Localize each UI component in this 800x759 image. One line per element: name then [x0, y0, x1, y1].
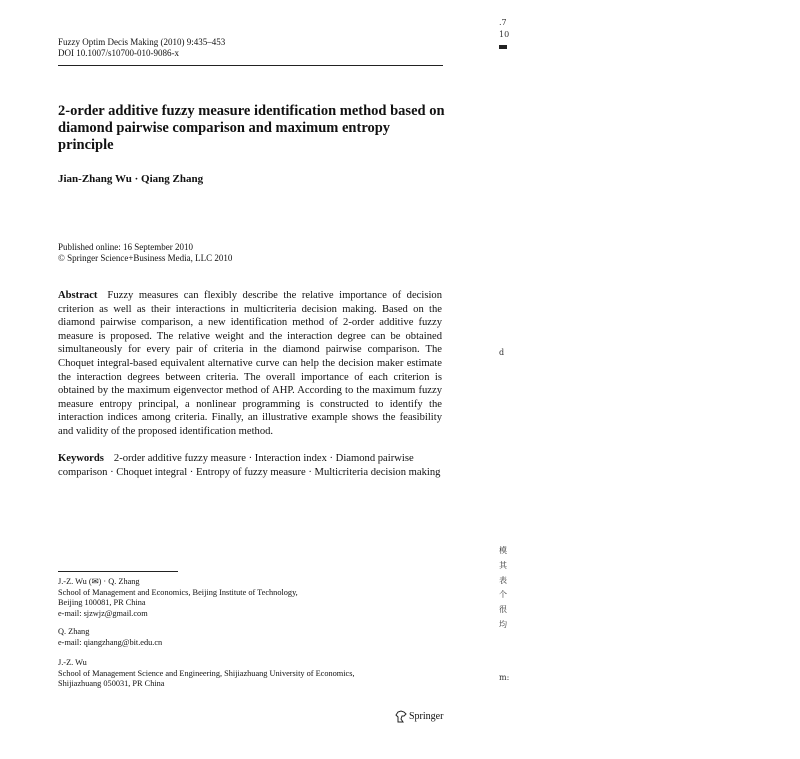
affiliation-email: e-mail: qiangzhang@bit.edu.cn: [58, 637, 163, 647]
abstract-text: Fuzzy measures can flexibly describe the relative importance of decision criterion as well as their interactions in multicriteria decision making. Based on the diamond pairwise comparison, a new identification method of 2-order additive fuzzy measure is proposed. The relative weight and the interaction degree can be obtained simultaneously for every pair of criteria in the diamond pairwise comparison. The Choquet integral-based equivalent alternative curve can help the decision maker estimate the interaction degrees between criteria. The overall importance of each criterion is obtained by the maximum eigenvector method of AHP. According to the maximum fuzzy measure entropy principal, a nonlinear programming is constructed to identify the interaction indices among criteria. Finally, an illustrative example shows the feasibility and validity of the proposed identification method.: [58, 290, 442, 437]
side-fragment-vertical: 模 其 表 个 很 均: [499, 546, 507, 629]
affiliation-block: [58, 627, 162, 648]
publication-info: [58, 242, 232, 264]
affiliation-name: J.-Z. Wu (✉) · Q. Zhang: [58, 577, 140, 586]
springer-logo-text: Springer: [409, 711, 444, 722]
published-online: Published online: 16 September 2010: [58, 242, 193, 252]
affiliation-address: Beijing 100081, PR China: [58, 598, 146, 607]
affiliation-address: Shijiazhuang 050031, PR China: [58, 679, 165, 688]
springer-logo: [395, 710, 443, 723]
journal-citation: Fuzzy Optim Decis Making (2010) 9:435–453: [58, 37, 226, 47]
keywords-label: Keywords: [58, 453, 104, 464]
doi: DOI 10.1007/s10700-010-9086-x: [58, 48, 179, 58]
side-fragment-bottom: m:: [499, 673, 510, 682]
springer-horse-icon: [395, 710, 407, 723]
affiliation-email: e-mail: sjzwjz@gmail.com: [58, 608, 148, 618]
abstract-label: Abstract: [58, 290, 98, 301]
copyright-notice: © Springer Science+Business Media, LLC 2010: [58, 253, 233, 263]
side-fragment-top: .7 10: [499, 18, 510, 39]
paper-title: 2-order additive fuzzy measure identification method based on diamond pairwise comparison and maximum entropy principle: [58, 103, 445, 153]
affiliation-block: [58, 658, 355, 690]
header-rule: [58, 65, 443, 66]
side-fragment-mid: d: [499, 348, 505, 357]
affiliation-name: J.-Z. Wu: [58, 658, 87, 667]
affiliation-block: [58, 577, 298, 619]
keywords-text: 2-order additive fuzzy measure · Interaction index · Diamond pairwise comparison · Choquet integral · Entropy of fuzzy measure · Multicriteria decision making: [58, 453, 441, 478]
affiliation-address: School of Management Science and Engineering, Shijiazhuang University of Economics,: [58, 668, 355, 678]
journal-header: [58, 37, 225, 59]
author-line: Jian-Zhang Wu · Qiang Zhang: [58, 173, 204, 185]
side-fragment-bar: [499, 45, 507, 49]
keywords: [58, 452, 442, 479]
affiliation-name: Q. Zhang: [58, 627, 90, 636]
abstract: [58, 289, 442, 439]
affiliation-address: School of Management and Economics, Beijing Institute of Technology,: [58, 587, 298, 597]
footnote-rule: [58, 571, 178, 572]
